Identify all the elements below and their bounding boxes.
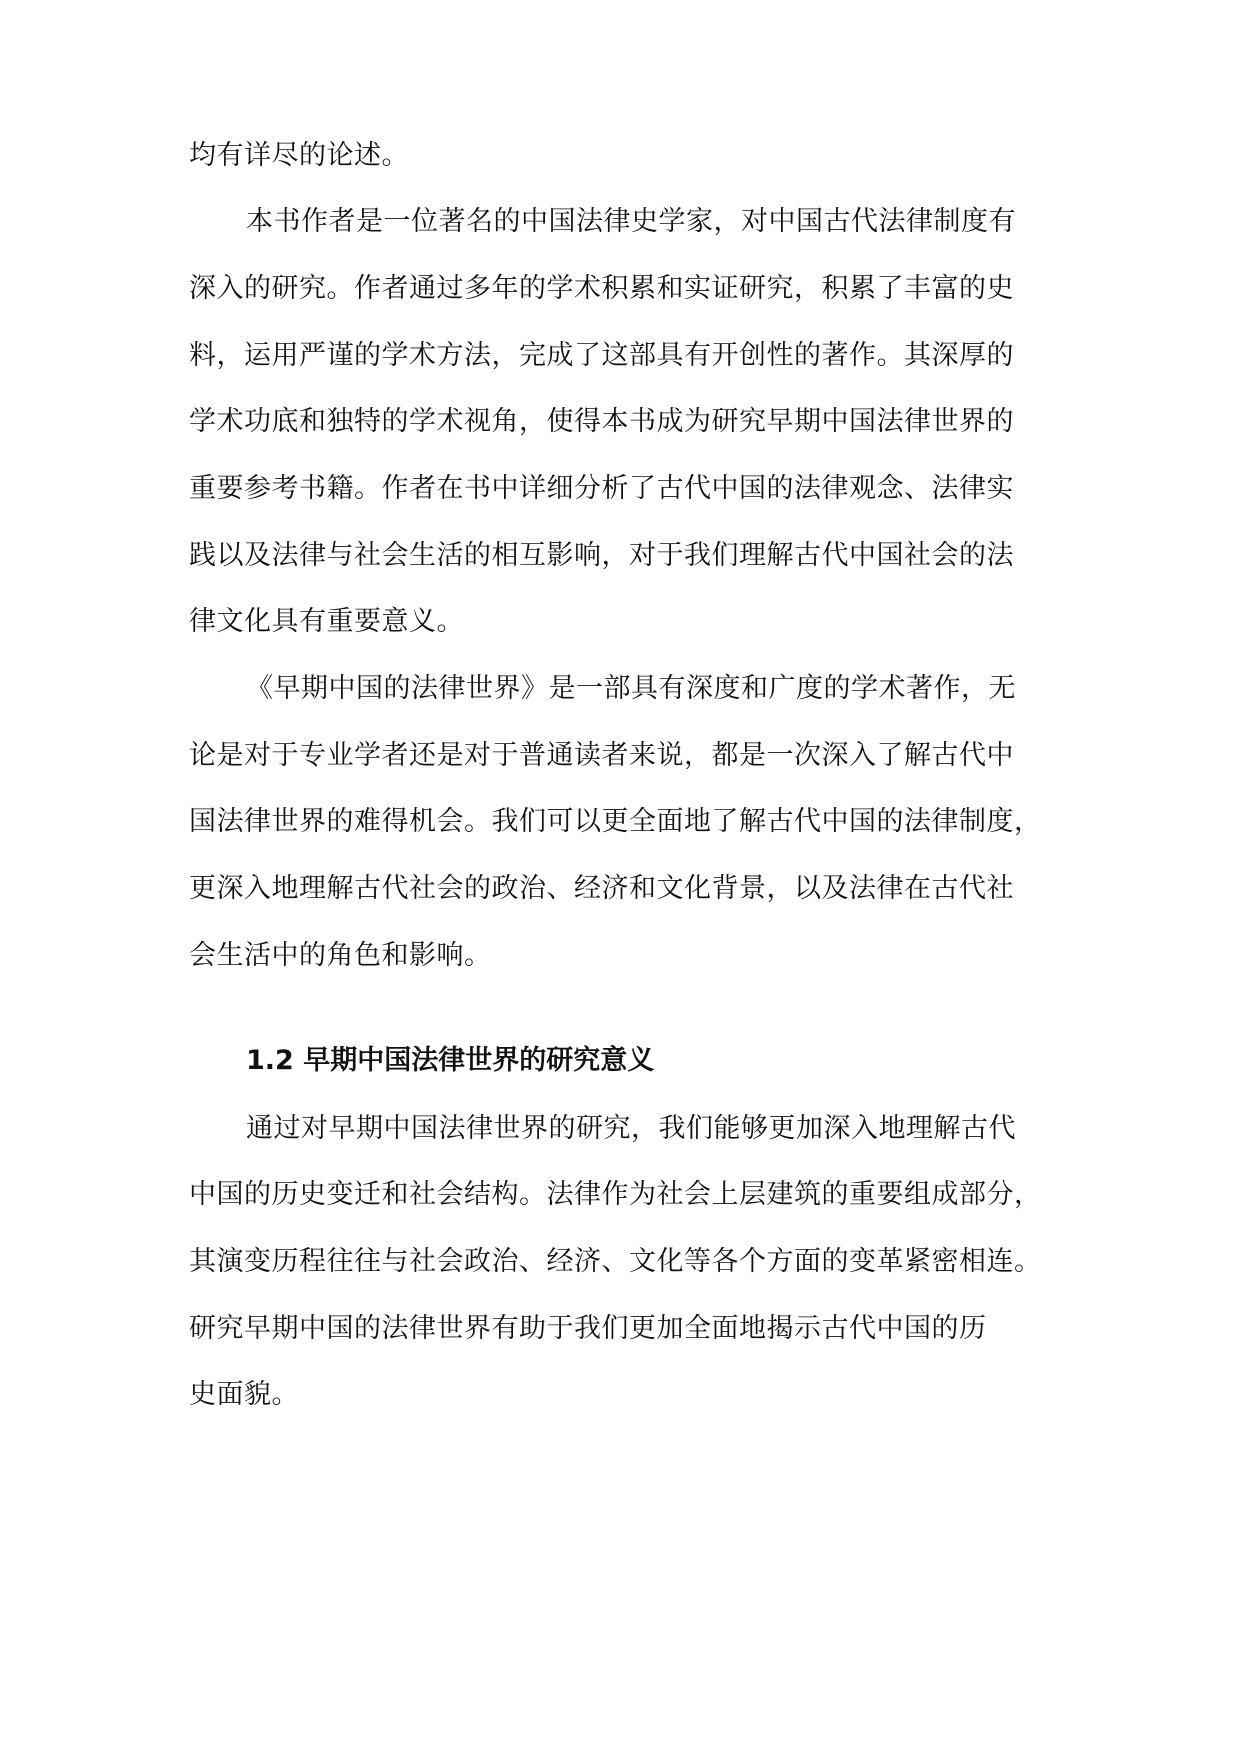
paragraph-line: 料，运用严谨的学术方法，完成了这部具有开创性的著作。其深厚的	[189, 340, 1014, 371]
paragraph-line: 中国的历史变迁和社会结构。法律作为社会上层建筑的重要组成部分，	[189, 1179, 1042, 1210]
section-heading: 1.2 早期中国法律世界的研究意义	[246, 1045, 655, 1076]
paragraph-line: 更深入地理解古代社会的政治、经济和文化背景，以及法律在古代社	[189, 873, 1014, 904]
paragraph-line: 践以及法律与社会生活的相互影响，对于我们理解古代中国社会的法	[189, 540, 1014, 571]
paragraph-line: 本书作者是一位著名的中国法律史学家，对中国古代法律制度有	[246, 206, 1016, 237]
paragraph-line: 其演变历程往往与社会政治、经济、文化等各个方面的变革紧密相连。	[189, 1246, 1042, 1277]
paragraph-line: 均有详尽的论述。	[189, 140, 409, 171]
paragraph-line: 重要参考书籍。作者在书中详细分析了古代中国的法律观念、法律实	[189, 473, 1014, 504]
paragraph-line: 律文化具有重要意义。	[189, 606, 464, 637]
paragraph-line: 《早期中国的法律世界》是一部具有深度和广度的学术著作，无	[246, 673, 1016, 704]
paragraph-line: 深入的研究。作者通过多年的学术积累和实证研究，积累了丰富的史	[189, 273, 1014, 304]
paragraph-line: 国法律世界的难得机会。我们可以更全面地了解古代中国的法律制度，	[189, 806, 1042, 837]
paragraph-line: 学术功底和独特的学术视角，使得本书成为研究早期中国法律世界的	[189, 406, 1014, 437]
paragraph-line: 史面貌。	[189, 1379, 299, 1410]
paragraph-line: 通过对早期中国法律世界的研究，我们能够更加深入地理解古代	[246, 1113, 1016, 1144]
paragraph-line: 会生活中的角色和影响。	[189, 940, 492, 971]
paragraph-line: 研究早期中国的法律世界有助于我们更加全面地揭示古代中国的历	[189, 1313, 987, 1344]
paragraph-line: 论是对于专业学者还是对于普通读者来说，都是一次深入了解古代中	[189, 740, 1014, 771]
